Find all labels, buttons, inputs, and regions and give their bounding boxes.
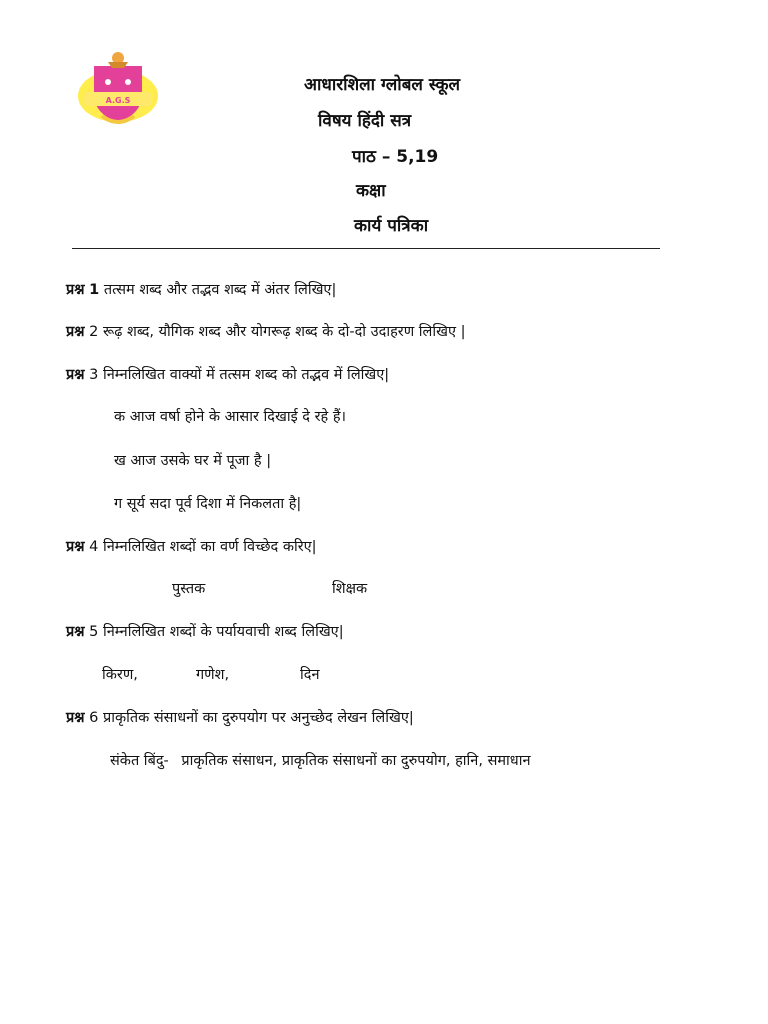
question-label: प्रश्न	[66, 710, 85, 726]
question-label: प्रश्न	[66, 282, 85, 298]
question-label: प्रश्न	[66, 367, 85, 383]
question-text: निम्नलिखित वाक्यों में तत्सम शब्द को तद्भव में लिखिए|	[102, 367, 390, 383]
sub-item-kha: ख आज उसके घर में पूजा है |	[114, 453, 272, 469]
question-number: 6	[89, 710, 99, 726]
question-label: प्रश्न	[66, 624, 85, 640]
hint-line	[110, 750, 531, 770]
question-3	[66, 364, 389, 384]
sub-item-ka: क आज वर्षा होने के आसार दिखाई दे रहे हैं।	[114, 409, 347, 425]
word-item: किरण,	[102, 667, 138, 683]
question-number: 5	[89, 624, 99, 640]
word-item: पुस्तक	[172, 581, 206, 597]
sub-item-ga: ग सूर्य सदा पूर्व दिशा में निकलता है|	[114, 496, 302, 512]
header-divider	[72, 248, 660, 249]
logo-initials: A.G.S	[105, 96, 131, 105]
question-text: तत्सम शब्द और तद्भव शब्द में अंतर लिखिए|	[103, 282, 337, 298]
question-2	[66, 321, 466, 341]
class-label: कक्षा	[356, 181, 386, 201]
question-text: रूढ़ शब्द, यौगिक शब्द और योगरूढ़ शब्द के दो-दो उदाहरण लिखिए |	[102, 324, 466, 340]
question-number: 3	[89, 367, 99, 383]
hint-text: प्राकृतिक संसाधन, प्राकृतिक संसाधनों का दुरुपयोग, हानि, समाधान	[181, 753, 531, 769]
word-item: गणेश,	[196, 667, 230, 683]
lesson-line: पाठ – 5,19	[352, 147, 439, 167]
question-5	[66, 621, 344, 641]
question-number: 4	[89, 539, 99, 555]
question-label: प्रश्न	[66, 324, 85, 340]
school-name: आधारशिला ग्लोबल स्कूल	[304, 75, 461, 95]
sheet-title: कार्य पत्रिका	[354, 216, 429, 236]
question-4	[66, 536, 317, 556]
hint-label: संकेत बिंदु-	[110, 753, 169, 769]
question-number: 2	[89, 324, 99, 340]
question-text: निम्नलिखित शब्दों के पर्यायवाची शब्द लिखिए|	[102, 624, 344, 640]
word-item: दिन	[300, 667, 320, 683]
question-label: प्रश्न	[66, 539, 85, 555]
school-crest-icon	[72, 48, 164, 128]
question-6	[66, 707, 414, 727]
question-number: 1	[89, 282, 100, 298]
school-logo	[72, 48, 164, 128]
question-1	[66, 279, 336, 299]
word-item: शिक्षक	[332, 581, 368, 597]
subject-line: विषय हिंदी सत्र	[318, 111, 412, 131]
question-text: प्राकृतिक संसाधनों का दुरुपयोग पर अनुच्छेद लेखन लिखिए|	[102, 710, 414, 726]
question-text: निम्नलिखित शब्दों का वर्ण विच्छेद करिए|	[102, 539, 317, 555]
